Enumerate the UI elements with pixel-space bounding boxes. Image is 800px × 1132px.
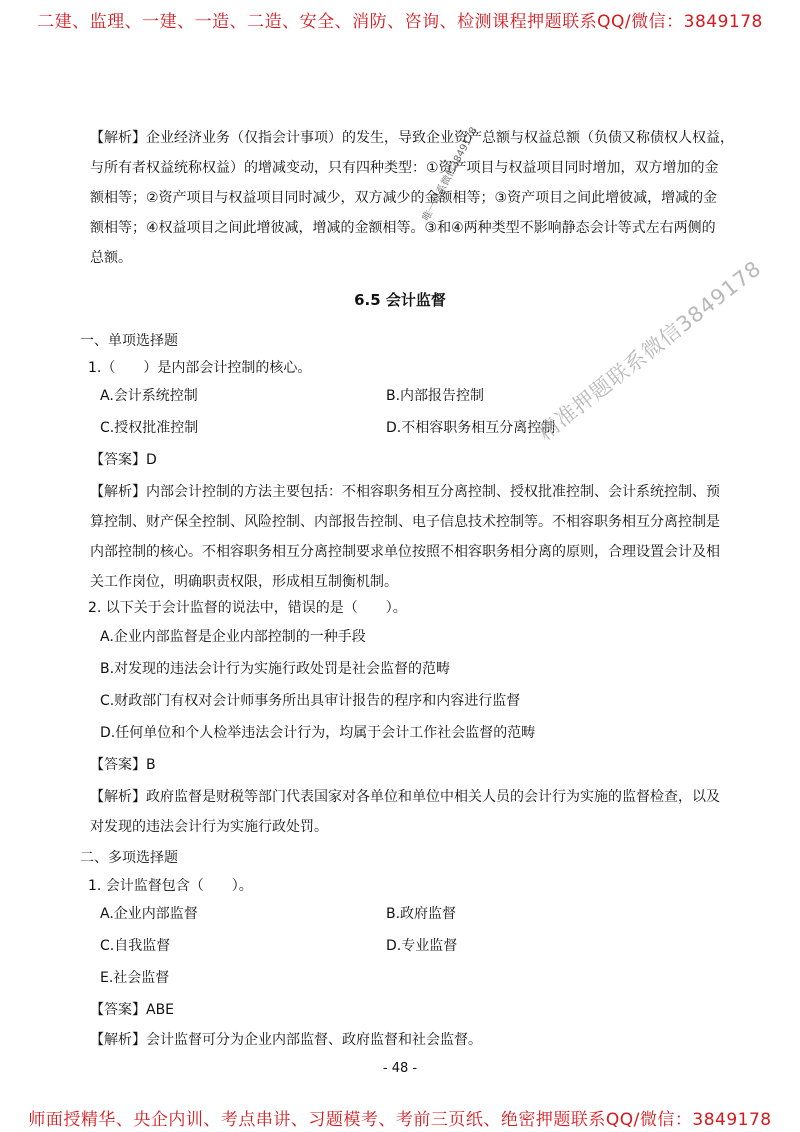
part2-heading: 二、多项选择题 [80, 850, 178, 866]
analysis-line: 【解析】会计监督可分为企业内部监督、政府监督和社会监督。 [90, 1032, 482, 1048]
intro-line: 总额。 [90, 250, 132, 266]
intro-line: 与所有者权益统称权益）的增减变动，只有四种类型：①资产项目与权益项目同时增加，双方增加的金 [90, 160, 719, 176]
page-number: - 48 - [382, 1061, 418, 1076]
bottom-banner: 师面授精华、央企内训、考点串讲、习题模考、考前三页纸、绝密押题联系QQ/微信：3849178 [28, 1110, 772, 1130]
question-stem: 1. 会计监督包含（ ）。 [88, 878, 253, 894]
question-stem: 1.（ ）是内部会计控制的核心。 [88, 360, 312, 376]
section-title: 6.5 会计监督 [354, 291, 446, 309]
analysis-line: 内部控制的核心。不相容职务相互分离控制要求单位按照不相容职务相分离的原则，合理设置会计及相 [90, 544, 720, 560]
option-c: C.财政部门有权对会计师事务所出具审计报告的程序和内容进行监督 [100, 693, 521, 709]
option-d: D.不相容职务相互分离控制 [386, 420, 556, 436]
intro-line: 额相等；④权益项目之间此增彼减，增减的金额相等。③和④两种类型不影响静态会计等式左右两侧的 [90, 220, 716, 236]
part1-heading: 一、单项选择题 [80, 333, 178, 349]
option-b: B.对发现的违法会计行为实施行政处罚是社会监督的范畴 [100, 661, 451, 677]
option-b: B.内部报告控制 [386, 388, 485, 404]
option-a: A.企业内部监督 [100, 906, 198, 922]
analysis-line: 关工作岗位，明确职责权限，形成相互制衡机制。 [90, 574, 398, 590]
analysis-line: 算控制、财产保全控制、风险控制、内部报告控制、电子信息技术控制等。不相容职务相互分离控制是 [90, 514, 720, 530]
option-d: D.专业监督 [386, 938, 458, 954]
top-banner: 二建、监理、一建、一造、二造、安全、消防、咨询、检测课程押题联系QQ/微信：3849178 [37, 12, 763, 32]
contact-stamp: 唯一联系微信3849178 [420, 125, 480, 224]
intro-line: 额相等；②资产项目与权益项目同时减少，双方减少的金额相等；③资产项目之间此增彼减，增减的金 [90, 190, 718, 206]
option-b: B.政府监督 [386, 906, 457, 922]
analysis-line: 【解析】内部会计控制的方法主要包括：不相容职务相互分离控制、授权批准控制、会计系统控制、预 [90, 484, 720, 500]
answer: 【答案】B [90, 757, 156, 773]
analysis-line: 【解析】政府监督是财税等部门代表国家对各单位和单位中相关人员的会计行为实施的监督检查，以及 [90, 789, 720, 805]
option-c: C.自我监督 [100, 938, 171, 954]
option-c: C.授权批准控制 [100, 420, 199, 436]
question-stem: 2. 以下关于会计监督的说法中，错误的是（ ）。 [88, 600, 407, 616]
option-d: D.任何单位和个人检举违法会计行为，均属于会计工作社会监督的范畴 [100, 725, 536, 741]
watermark-text: 精准押题联系微信3849178 [533, 256, 766, 446]
answer: 【答案】D [90, 452, 157, 468]
option-e: E.社会监督 [100, 970, 170, 986]
option-a: A.企业内部监督是企业内部控制的一种手段 [100, 629, 366, 645]
intro-line: 【解析】企业经济业务（仅指会计事项）的发生，导致企业资产总额与权益总额（负债又称债权人权益， [90, 130, 734, 146]
analysis-line: 对发现的违法会计行为实施行政处罚。 [90, 819, 328, 835]
answer: 【答案】ABE [90, 1002, 175, 1018]
option-a: A.会计系统控制 [100, 388, 198, 404]
